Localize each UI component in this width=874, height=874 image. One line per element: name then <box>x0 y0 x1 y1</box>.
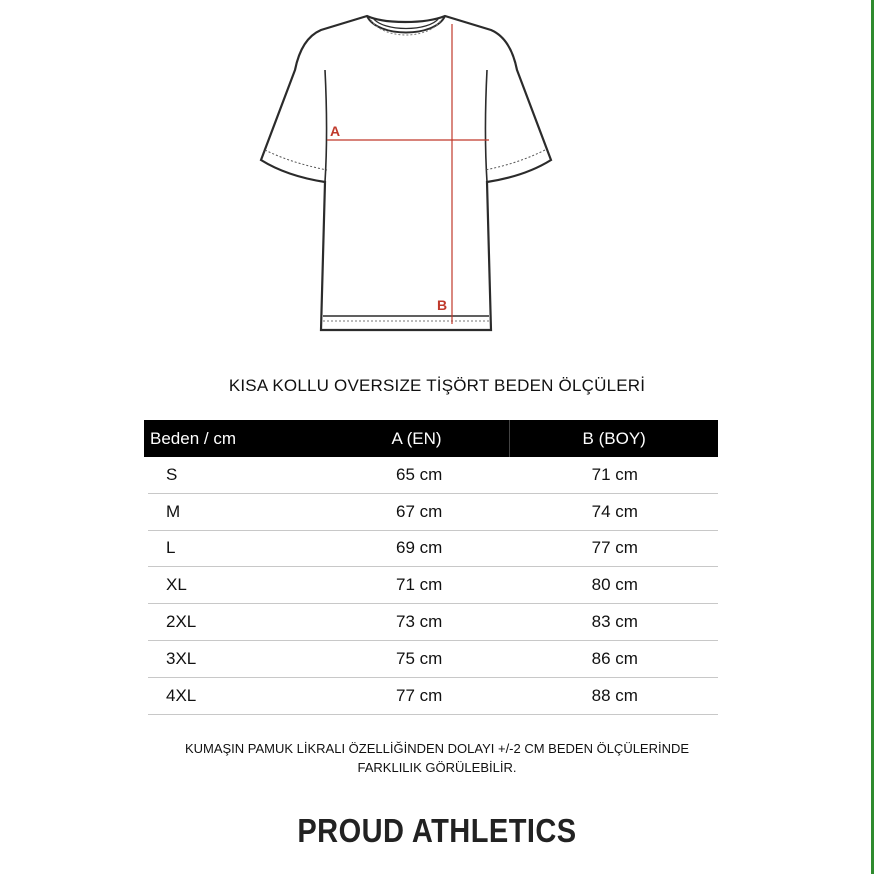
cell-a: 65 cm <box>396 464 443 484</box>
table-row <box>148 604 718 641</box>
cell-a: 69 cm <box>396 538 443 558</box>
cell-b: 86 cm <box>591 648 638 668</box>
table-row <box>148 641 718 678</box>
cell-b: 83 cm <box>591 612 638 632</box>
size-table <box>144 420 718 715</box>
cell-a: 77 cm <box>396 685 443 705</box>
cell-b: 88 cm <box>591 685 638 705</box>
cell-a: 71 cm <box>396 575 443 595</box>
brand-logo-text: PROUD ATHLETICS <box>297 812 577 849</box>
cell-size: 2XL <box>166 612 197 632</box>
header-b: B (BOY) <box>582 428 646 448</box>
note-line-2: FARKLILIK GÖRÜLEBİLİR. <box>357 760 517 775</box>
table-row <box>148 678 718 715</box>
cell-a: 73 cm <box>396 612 443 632</box>
table-row <box>148 494 718 531</box>
table-row <box>148 531 718 568</box>
tshirt-outline-icon <box>255 10 555 345</box>
header-a: A (EN) <box>324 420 511 457</box>
cell-size: S <box>166 464 178 484</box>
header-size: Beden / cm <box>150 428 236 448</box>
cell-size: 4XL <box>166 685 197 705</box>
table-header <box>144 420 718 457</box>
cell-size: XL <box>166 575 187 595</box>
cell-size: L <box>166 538 176 558</box>
cell-a: 67 cm <box>396 501 443 521</box>
fabric-note <box>0 739 874 777</box>
label-b: B <box>437 297 448 313</box>
cell-size: M <box>166 501 181 521</box>
table-row <box>148 457 718 494</box>
cell-size: 3XL <box>166 648 197 668</box>
cell-b: 71 cm <box>591 464 638 484</box>
label-a: A <box>330 123 341 139</box>
cell-b: 74 cm <box>591 501 638 521</box>
cell-a: 75 cm <box>396 648 443 668</box>
table-row <box>148 567 718 604</box>
cell-b: 77 cm <box>591 538 638 558</box>
page-title: KISA KOLLU OVERSIZE TİŞÖRT BEDEN ÖLÇÜLERİ <box>228 376 646 395</box>
tshirt-diagram <box>255 10 555 345</box>
note-line-1: KUMAŞIN PAMUK LİKRALI ÖZELLİĞİNDEN DOLAYI +/-2 CM BEDEN ÖLÇÜLERİNDE <box>184 741 690 756</box>
cell-b: 80 cm <box>591 575 638 595</box>
